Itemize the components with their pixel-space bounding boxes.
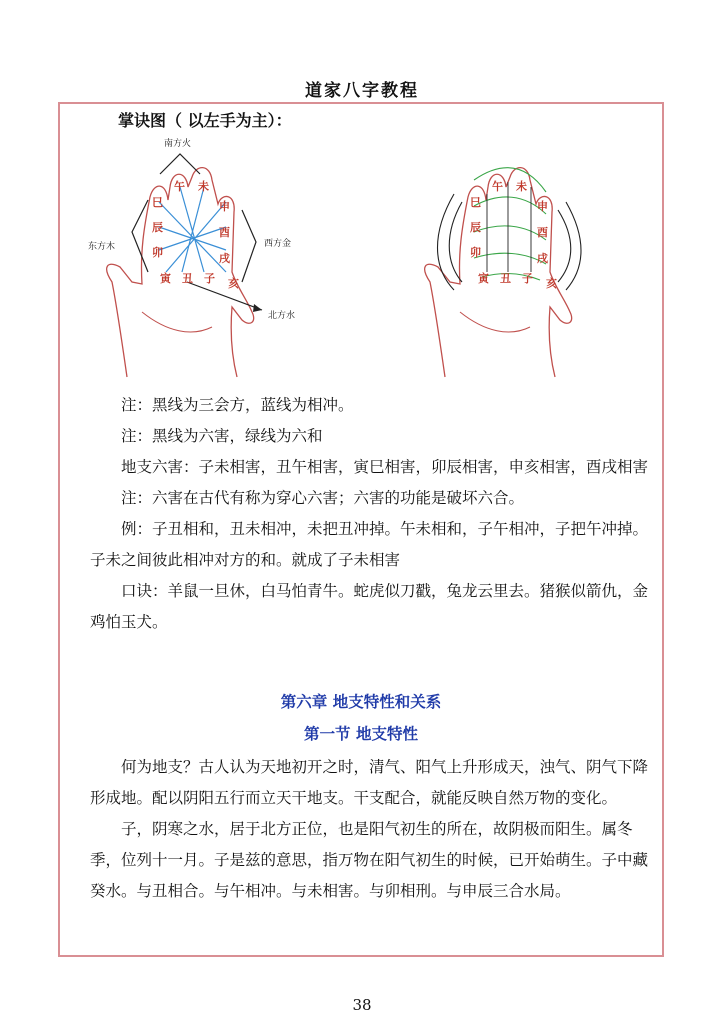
note-three-meetings: 注：黑线为三会方，蓝线为相冲。 xyxy=(121,396,354,414)
branch-label: 未 xyxy=(198,180,209,193)
branch-label: 子 xyxy=(522,272,533,285)
branch-label: 酉 xyxy=(219,226,230,239)
branch-label: 戌 xyxy=(537,252,548,265)
branch-label: 申 xyxy=(219,200,230,213)
branch-label: 午 xyxy=(174,180,185,193)
left-hand-outline xyxy=(107,168,254,377)
north-label: 北方水 xyxy=(268,311,296,321)
figure-caption: 掌诀图（ 以左手为主）： xyxy=(118,111,292,130)
branch-label: 卯 xyxy=(470,246,481,259)
combination-arcs xyxy=(474,168,546,280)
branch-label: 卯 xyxy=(152,246,163,259)
right-hand-palm-crease xyxy=(460,312,530,332)
right-hand-outline xyxy=(425,168,572,377)
west-label: 西方金 xyxy=(264,239,292,249)
branch-label: 巳 xyxy=(152,196,163,209)
branch-label: 寅 xyxy=(478,272,489,285)
branch-label: 寅 xyxy=(160,272,171,285)
branch-label: 戌 xyxy=(219,252,230,265)
east-label: 东方木 xyxy=(88,242,116,252)
paragraph-six-harms: 地支六害：子未相害，丑午相害，寅巳相害，卯辰相害，申亥相害，酉戌相害 xyxy=(121,458,649,476)
notes-block xyxy=(90,390,655,638)
left-hand-palm-crease xyxy=(142,312,212,332)
palm-diagrams xyxy=(72,132,652,382)
body-block xyxy=(90,752,655,907)
paragraph-zi: 子，阴寒之水，居于北方正位，也是阳气初生的所在，故阴极而阳生。属冬季，位列十一月。子是兹的意思，指万物在阳气初生的时候，已开始萌生。子中藏癸水。与丑相合。与午相冲。与未相害。与卯相刑。与申辰三合水局。 xyxy=(90,820,649,900)
paragraph-mnemonic: 口诀：羊鼠一旦休，白马怕青牛。蛇虎似刀戳，兔龙云里去。猪猴似箭仇，金鸡怕玉犬。 xyxy=(90,582,649,631)
south-label: 南方火 xyxy=(164,139,192,149)
branch-label: 子 xyxy=(204,272,215,285)
section-heading: 第一节 地支特性 xyxy=(304,725,418,743)
note-six-harms: 注：黑线为六害，绿线为六和 xyxy=(121,427,323,445)
branch-label: 辰 xyxy=(152,221,163,234)
branch-label: 亥 xyxy=(228,277,239,290)
paragraph-example: 例：子丑相和，丑未相冲，未把丑冲掉。午未相和，子午相冲，子把午冲掉。子未之间彼此相冲对方的和。就成了子未相害 xyxy=(90,520,649,569)
branch-label: 酉 xyxy=(537,226,548,239)
branch-label: 未 xyxy=(516,180,527,193)
branch-label: 辰 xyxy=(470,221,481,234)
page-number: 38 xyxy=(352,996,372,1014)
clash-lines xyxy=(159,187,226,272)
north-arrowhead xyxy=(253,304,262,312)
branch-label: 亥 xyxy=(546,277,557,290)
paragraph-what-is-branch: 何为地支？古人认为天地初开之时，清气、阳气上升形成天，浊气、阴气下降形成地。配以阴阳五行而立天干地支。干支配合，就能反映自然万物的变化。 xyxy=(90,758,649,807)
branch-label: 丑 xyxy=(500,272,511,285)
right-hand-diagram xyxy=(425,168,581,377)
paragraph-harm-note: 注：六害在古代有称为穿心六害；六害的功能是破坏六合。 xyxy=(121,489,525,507)
left-hand-diagram xyxy=(88,137,295,377)
left-branch-labels xyxy=(152,179,239,290)
east-bracket xyxy=(132,200,148,272)
running-title: 道家八字教程 xyxy=(305,81,419,101)
south-bracket xyxy=(160,154,200,174)
west-bracket xyxy=(242,210,256,282)
north-pointer xyxy=(187,282,262,310)
branch-label: 丑 xyxy=(182,272,193,285)
branch-label: 申 xyxy=(537,200,548,213)
branch-label: 午 xyxy=(492,180,503,193)
branch-label: 巳 xyxy=(470,196,481,209)
chapter-heading: 第六章 地支特性和关系 xyxy=(280,693,442,711)
